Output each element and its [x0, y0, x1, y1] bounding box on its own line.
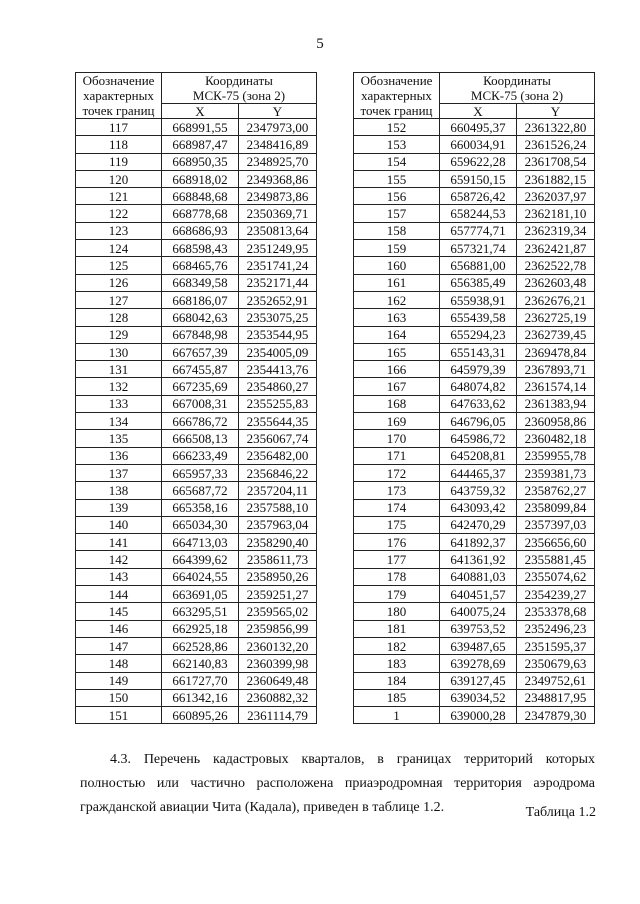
y-coordinate-cell: 2362676,21	[517, 291, 595, 308]
point-number-cell: 159	[354, 240, 440, 257]
x-coordinate-cell: 655439,58	[440, 309, 517, 326]
y-coordinate-cell: 2359955,78	[517, 447, 595, 464]
x-coordinate-cell: 668918,02	[162, 170, 239, 187]
point-number-cell: 117	[76, 119, 162, 136]
x-coordinate-cell: 667008,31	[162, 395, 239, 412]
y-coordinate-cell: 2357588,10	[239, 499, 317, 516]
point-number-cell: 168	[354, 395, 440, 412]
y-coordinate-cell: 2360649,48	[239, 672, 317, 689]
table-row	[354, 119, 595, 136]
point-number-cell: 138	[76, 482, 162, 499]
y-coordinate-cell: 2355074,62	[517, 568, 595, 585]
y-coordinate-cell: 2358762,27	[517, 482, 595, 499]
point-number-cell: 147	[76, 637, 162, 654]
table-row	[76, 153, 317, 170]
x-coordinate-cell: 667657,39	[162, 343, 239, 360]
table-row	[76, 482, 317, 499]
table-row	[76, 170, 317, 187]
point-number-cell: 121	[76, 188, 162, 205]
y-coordinate-cell: 2367893,71	[517, 361, 595, 378]
point-number-cell: 183	[354, 655, 440, 672]
y-coordinate-cell: 2362181,10	[517, 205, 595, 222]
y-coordinate-cell: 2362421,87	[517, 240, 595, 257]
x-coordinate-cell: 660895,26	[162, 707, 239, 724]
table-row	[354, 516, 595, 533]
y-coordinate-cell: 2362725,19	[517, 309, 595, 326]
y-coordinate-cell: 2352171,44	[239, 274, 317, 291]
point-number-cell: 127	[76, 291, 162, 308]
point-number-cell: 166	[354, 361, 440, 378]
table-row	[354, 568, 595, 585]
y-coordinate-cell: 2351595,37	[517, 637, 595, 654]
y-coordinate-cell: 2358099,84	[517, 499, 595, 516]
y-coordinate-cell: 2350679,63	[517, 655, 595, 672]
y-coordinate-cell: 2356846,22	[239, 464, 317, 481]
point-number-cell: 153	[354, 136, 440, 153]
table-row	[76, 689, 317, 706]
y-coordinate-cell: 2347879,30	[517, 707, 595, 724]
y-coordinate-cell: 2353075,25	[239, 309, 317, 326]
y-coordinate-cell: 2352652,91	[239, 291, 317, 308]
point-number-cell: 144	[76, 586, 162, 603]
y-coordinate-cell: 2360132,20	[239, 637, 317, 654]
point-number-cell: 161	[354, 274, 440, 291]
table-row	[76, 430, 317, 447]
point-number-cell: 123	[76, 222, 162, 239]
point-number-cell: 177	[354, 551, 440, 568]
y-coordinate-cell: 2357963,04	[239, 516, 317, 533]
x-coordinate-cell: 641361,92	[440, 551, 517, 568]
y-coordinate-cell: 2355881,45	[517, 551, 595, 568]
x-coordinate-cell: 644465,37	[440, 464, 517, 481]
point-number-cell: 165	[354, 343, 440, 360]
table-row	[354, 534, 595, 551]
y-coordinate-cell: 2360882,32	[239, 689, 317, 706]
x-coordinate-cell: 665358,16	[162, 499, 239, 516]
point-number-cell: 136	[76, 447, 162, 464]
point-number-cell: 160	[354, 257, 440, 274]
table-row	[76, 378, 317, 395]
y-coordinate-cell: 2347973,00	[239, 119, 317, 136]
x-coordinate-cell: 642470,29	[440, 516, 517, 533]
x-coordinate-cell: 647633,62	[440, 395, 517, 412]
y-coordinate-cell: 2356656,60	[517, 534, 595, 551]
table-row	[354, 188, 595, 205]
x-coordinate-cell: 645986,72	[440, 430, 517, 447]
table-row	[76, 655, 317, 672]
table-row	[354, 240, 595, 257]
table-row	[354, 430, 595, 447]
point-number-cell: 152	[354, 119, 440, 136]
x-coordinate-cell: 667455,87	[162, 361, 239, 378]
y-coordinate-cell: 2362037,97	[517, 188, 595, 205]
point-number-cell: 1	[354, 707, 440, 724]
point-number-cell: 149	[76, 672, 162, 689]
y-coordinate-cell: 2358611,73	[239, 551, 317, 568]
x-coordinate-cell: 648074,82	[440, 378, 517, 395]
point-number-cell: 157	[354, 205, 440, 222]
x-coordinate-cell: 658726,42	[440, 188, 517, 205]
point-number-cell: 158	[354, 222, 440, 239]
x-coordinate-cell: 640451,57	[440, 586, 517, 603]
table-row	[76, 395, 317, 412]
y-coordinate-cell: 2369478,84	[517, 343, 595, 360]
table-row	[76, 413, 317, 430]
point-number-cell: 139	[76, 499, 162, 516]
x-coordinate-cell: 668778,68	[162, 205, 239, 222]
table-row	[354, 482, 595, 499]
point-number-cell: 143	[76, 568, 162, 585]
y-coordinate-cell: 2358290,40	[239, 534, 317, 551]
point-number-cell: 142	[76, 551, 162, 568]
x-coordinate-cell: 668950,35	[162, 153, 239, 170]
x-coordinate-cell: 655938,91	[440, 291, 517, 308]
point-number-cell: 128	[76, 309, 162, 326]
x-coordinate-cell: 659622,28	[440, 153, 517, 170]
point-number-cell: 131	[76, 361, 162, 378]
table-row	[76, 136, 317, 153]
x-coordinate-cell: 656385,49	[440, 274, 517, 291]
table-row	[354, 257, 595, 274]
table-row	[354, 586, 595, 603]
table-row	[76, 326, 317, 343]
table-row	[354, 603, 595, 620]
y-coordinate-cell: 2356067,74	[239, 430, 317, 447]
x-coordinate-cell: 640075,24	[440, 603, 517, 620]
x-coordinate-cell: 657321,74	[440, 240, 517, 257]
x-coordinate-cell: 655294,23	[440, 326, 517, 343]
table-row	[76, 309, 317, 326]
x-coordinate-cell: 643759,32	[440, 482, 517, 499]
x-coordinate-cell: 665687,72	[162, 482, 239, 499]
point-number-cell: 151	[76, 707, 162, 724]
x-coordinate-cell: 668848,68	[162, 188, 239, 205]
point-number-cell: 169	[354, 413, 440, 430]
point-number-cell: 125	[76, 257, 162, 274]
x-coordinate-cell: 661342,16	[162, 689, 239, 706]
point-number-cell: 148	[76, 655, 162, 672]
table-row	[354, 620, 595, 637]
point-number-cell: 137	[76, 464, 162, 481]
x-coordinate-cell: 668987,47	[162, 136, 239, 153]
point-number-cell: 185	[354, 689, 440, 706]
table-row	[76, 222, 317, 239]
y-coordinate-cell: 2348817,95	[517, 689, 595, 706]
point-number-cell: 126	[76, 274, 162, 291]
x-coordinate-cell: 662528,86	[162, 637, 239, 654]
table-row	[76, 516, 317, 533]
table-row	[76, 343, 317, 360]
table-row	[76, 464, 317, 481]
x-coordinate-cell: 639034,52	[440, 689, 517, 706]
y-coordinate-cell: 2354005,09	[239, 343, 317, 360]
point-number-cell: 134	[76, 413, 162, 430]
page-number: 5	[316, 36, 324, 52]
table-row	[76, 499, 317, 516]
point-number-cell: 129	[76, 326, 162, 343]
table-row	[76, 274, 317, 291]
point-number-cell: 174	[354, 499, 440, 516]
table-row	[76, 205, 317, 222]
point-number-cell: 171	[354, 447, 440, 464]
x-coordinate-cell: 664399,62	[162, 551, 239, 568]
point-number-cell: 162	[354, 291, 440, 308]
table-row	[354, 447, 595, 464]
y-coordinate-cell: 2361574,14	[517, 378, 595, 395]
point-number-cell: 181	[354, 620, 440, 637]
x-coordinate-cell: 665034,30	[162, 516, 239, 533]
table-row	[76, 257, 317, 274]
table-row	[354, 672, 595, 689]
y-coordinate-cell: 2350369,71	[239, 205, 317, 222]
section-paragraph: 4.3. Перечень кадастровых кварталов, в границах территорий которых полностью или частично расположена приаэродромная территория аэродрома гражданской авиации Чита (Кадала), приведен в таблице 1.2.	[80, 752, 595, 815]
x-coordinate-cell: 668465,76	[162, 257, 239, 274]
table-row	[354, 655, 595, 672]
coordinates-header: Координаты МСК-75 (зона 2)	[162, 73, 317, 104]
y-coordinate-cell: 2357204,11	[239, 482, 317, 499]
point-number-cell: 150	[76, 689, 162, 706]
x-column-header: X	[440, 104, 517, 119]
table-row	[354, 291, 595, 308]
table-row	[354, 361, 595, 378]
x-coordinate-cell: 656881,00	[440, 257, 517, 274]
table-row	[354, 378, 595, 395]
x-coordinate-cell: 662925,18	[162, 620, 239, 637]
point-number-cell: 130	[76, 343, 162, 360]
x-coordinate-cell: 668686,93	[162, 222, 239, 239]
coordinates-table-right	[353, 72, 595, 724]
table-row	[354, 222, 595, 239]
x-coordinate-cell: 668186,07	[162, 291, 239, 308]
point-number-cell: 163	[354, 309, 440, 326]
y-coordinate-cell: 2360482,18	[517, 430, 595, 447]
x-coordinate-cell: 639278,69	[440, 655, 517, 672]
y-coordinate-cell: 2354239,27	[517, 586, 595, 603]
point-number-cell: 122	[76, 205, 162, 222]
y-coordinate-cell: 2348925,70	[239, 153, 317, 170]
point-number-cell: 119	[76, 153, 162, 170]
y-coordinate-cell: 2355644,35	[239, 413, 317, 430]
x-coordinate-cell: 668349,58	[162, 274, 239, 291]
x-coordinate-cell: 645979,39	[440, 361, 517, 378]
table-row	[76, 707, 317, 724]
y-coordinate-cell: 2361526,24	[517, 136, 595, 153]
x-coordinate-cell: 645208,81	[440, 447, 517, 464]
y-coordinate-cell: 2348416,89	[239, 136, 317, 153]
y-coordinate-cell: 2354413,76	[239, 361, 317, 378]
y-coordinate-cell: 2349368,86	[239, 170, 317, 187]
point-number-cell: 179	[354, 586, 440, 603]
table-row	[354, 707, 595, 724]
x-coordinate-cell: 660495,37	[440, 119, 517, 136]
y-coordinate-cell: 2358950,26	[239, 568, 317, 585]
table-row	[354, 205, 595, 222]
y-coordinate-cell: 2359381,73	[517, 464, 595, 481]
x-coordinate-cell: 639487,65	[440, 637, 517, 654]
y-coordinate-cell: 2350813,64	[239, 222, 317, 239]
y-coordinate-cell: 2352496,23	[517, 620, 595, 637]
y-coordinate-cell: 2351741,24	[239, 257, 317, 274]
table-row	[76, 586, 317, 603]
point-label-header: Обозначение характерных точек границ	[76, 73, 162, 119]
point-number-cell: 141	[76, 534, 162, 551]
y-coordinate-cell: 2349873,86	[239, 188, 317, 205]
y-coordinate-cell: 2360958,86	[517, 413, 595, 430]
table-row	[76, 551, 317, 568]
y-coordinate-cell: 2349752,61	[517, 672, 595, 689]
point-number-cell: 154	[354, 153, 440, 170]
point-number-cell: 133	[76, 395, 162, 412]
point-number-cell: 132	[76, 378, 162, 395]
y-coordinate-cell: 2361114,79	[239, 707, 317, 724]
x-coordinate-cell: 657774,71	[440, 222, 517, 239]
point-number-cell: 180	[354, 603, 440, 620]
table-row	[354, 343, 595, 360]
y-coordinate-cell: 2361708,54	[517, 153, 595, 170]
y-coordinate-cell: 2357397,03	[517, 516, 595, 533]
table-row	[76, 447, 317, 464]
point-number-cell: 172	[354, 464, 440, 481]
point-number-cell: 178	[354, 568, 440, 585]
y-coordinate-cell: 2362739,45	[517, 326, 595, 343]
x-coordinate-cell: 663295,51	[162, 603, 239, 620]
table-row	[76, 620, 317, 637]
table-row	[354, 413, 595, 430]
point-label-header: Обозначение характерных точек границ	[354, 73, 440, 119]
y-coordinate-cell: 2355255,83	[239, 395, 317, 412]
table-row	[76, 361, 317, 378]
point-number-cell: 164	[354, 326, 440, 343]
x-coordinate-cell: 668042,63	[162, 309, 239, 326]
y-coordinate-cell: 2361383,94	[517, 395, 595, 412]
x-coordinate-cell: 646796,05	[440, 413, 517, 430]
x-coordinate-cell: 662140,83	[162, 655, 239, 672]
point-number-cell: 146	[76, 620, 162, 637]
y-coordinate-cell: 2354860,27	[239, 378, 317, 395]
coordinates-table-left	[75, 72, 317, 724]
table-row	[354, 153, 595, 170]
y-coordinate-cell: 2351249,95	[239, 240, 317, 257]
x-coordinate-cell: 659150,15	[440, 170, 517, 187]
table-row	[354, 136, 595, 153]
point-number-cell: 120	[76, 170, 162, 187]
point-number-cell: 184	[354, 672, 440, 689]
table-row	[354, 309, 595, 326]
table-row	[354, 637, 595, 654]
table-row	[354, 499, 595, 516]
y-column-header: Y	[517, 104, 595, 119]
table-row	[76, 291, 317, 308]
point-number-cell: 156	[354, 188, 440, 205]
table-row	[354, 464, 595, 481]
x-coordinate-cell: 664024,55	[162, 568, 239, 585]
y-coordinate-cell: 2360399,98	[239, 655, 317, 672]
table-row	[354, 689, 595, 706]
table-row	[76, 119, 317, 136]
x-coordinate-cell: 640881,03	[440, 568, 517, 585]
x-coordinate-cell: 666233,49	[162, 447, 239, 464]
table-row	[354, 395, 595, 412]
x-coordinate-cell: 639753,52	[440, 620, 517, 637]
table-row	[76, 672, 317, 689]
point-number-cell: 124	[76, 240, 162, 257]
point-number-cell: 170	[354, 430, 440, 447]
x-coordinate-cell: 668598,43	[162, 240, 239, 257]
table-row	[76, 534, 317, 551]
x-coordinate-cell: 664713,03	[162, 534, 239, 551]
table-caption: Таблица 1.2	[525, 805, 596, 820]
y-coordinate-cell: 2353378,68	[517, 603, 595, 620]
y-coordinate-cell: 2362522,78	[517, 257, 595, 274]
x-coordinate-cell: 655143,31	[440, 343, 517, 360]
y-coordinate-cell: 2362319,34	[517, 222, 595, 239]
table-row	[354, 326, 595, 343]
table-row	[354, 274, 595, 291]
point-number-cell: 175	[354, 516, 440, 533]
x-coordinate-cell: 660034,91	[440, 136, 517, 153]
x-coordinate-cell: 666508,13	[162, 430, 239, 447]
point-number-cell: 176	[354, 534, 440, 551]
x-coordinate-cell: 641892,37	[440, 534, 517, 551]
y-coordinate-cell: 2353544,95	[239, 326, 317, 343]
y-coordinate-cell: 2359856,99	[239, 620, 317, 637]
y-coordinate-cell: 2362603,48	[517, 274, 595, 291]
x-coordinate-cell: 667848,98	[162, 326, 239, 343]
point-number-cell: 118	[76, 136, 162, 153]
table-row	[76, 637, 317, 654]
x-coordinate-cell: 663691,05	[162, 586, 239, 603]
y-coordinate-cell: 2361882,15	[517, 170, 595, 187]
x-coordinate-cell: 658244,53	[440, 205, 517, 222]
y-coordinate-cell: 2359251,27	[239, 586, 317, 603]
point-number-cell: 135	[76, 430, 162, 447]
coordinates-header: Координаты МСК-75 (зона 2)	[440, 73, 595, 104]
x-coordinate-cell: 639127,45	[440, 672, 517, 689]
table-row	[76, 568, 317, 585]
table-row	[76, 603, 317, 620]
y-column-header: Y	[239, 104, 317, 119]
point-number-cell: 173	[354, 482, 440, 499]
table-row	[354, 551, 595, 568]
x-coordinate-cell: 639000,28	[440, 707, 517, 724]
point-number-cell: 182	[354, 637, 440, 654]
x-coordinate-cell: 661727,70	[162, 672, 239, 689]
x-coordinate-cell: 666786,72	[162, 413, 239, 430]
x-coordinate-cell: 643093,42	[440, 499, 517, 516]
x-coordinate-cell: 667235,69	[162, 378, 239, 395]
table-row	[354, 170, 595, 187]
point-number-cell: 145	[76, 603, 162, 620]
point-number-cell: 167	[354, 378, 440, 395]
x-coordinate-cell: 665957,33	[162, 464, 239, 481]
table-row	[76, 240, 317, 257]
table-row	[76, 188, 317, 205]
y-coordinate-cell: 2361322,80	[517, 119, 595, 136]
point-number-cell: 140	[76, 516, 162, 533]
x-column-header: X	[162, 104, 239, 119]
y-coordinate-cell: 2356482,00	[239, 447, 317, 464]
y-coordinate-cell: 2359565,02	[239, 603, 317, 620]
x-coordinate-cell: 668991,55	[162, 119, 239, 136]
point-number-cell: 155	[354, 170, 440, 187]
